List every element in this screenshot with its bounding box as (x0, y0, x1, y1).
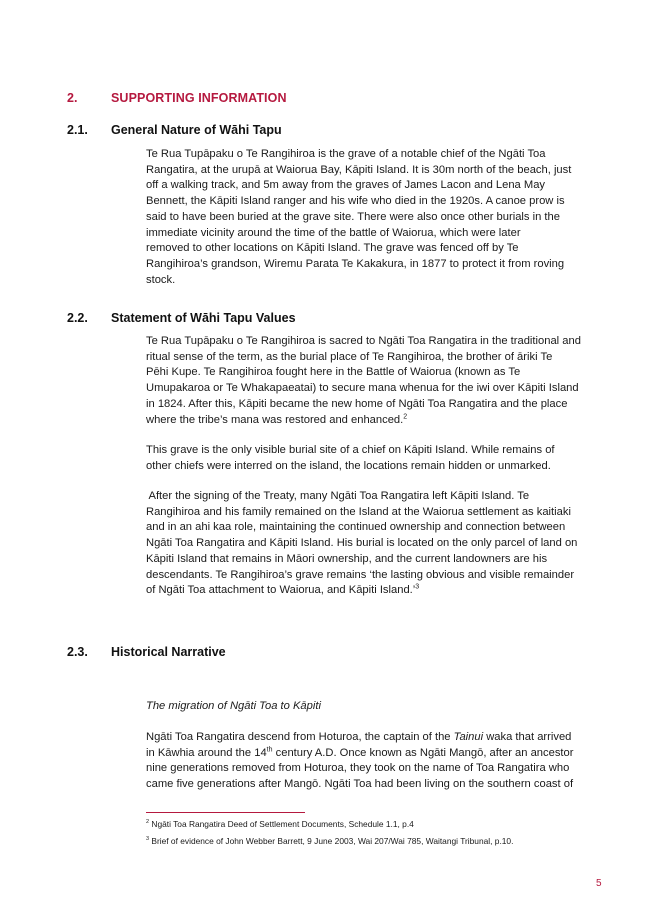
text-line: and in an ahi kaa role, maintaining the continued ownership and connection between (146, 521, 566, 534)
text-run: in Kāwhia around the 14 (146, 746, 267, 759)
footnote-text: Ngāti Toa Rangatira Deed of Settlement Documents, Schedule 1.1, p.4 (149, 819, 414, 829)
footnote-divider (146, 812, 305, 813)
footnote-2 (146, 819, 414, 830)
footnote-ref-2[interactable]: 2 (403, 412, 408, 420)
text-line: After the signing of the Treaty, many Ngāti Toa Rangatira left Kāpiti Island. Te (146, 490, 530, 502)
text-line: Bennett, the Kāpiti Island ranger and his wife who died in the 1920s. A canoe prow is (146, 195, 565, 208)
subsection-title: Statement of Wāhi Tapu Values (111, 311, 296, 325)
text-line: Kāpiti Island that remains in Māori ownership, and the current landowners are his (146, 552, 548, 565)
paragraph-values-2 (146, 443, 578, 474)
paragraph-values-3 (146, 489, 578, 599)
text-line: came five generations after Mangō. Ngāti Toa had been living on the southern coast of (146, 778, 574, 791)
footnote-number: 2 (146, 819, 150, 826)
text-line: other chiefs were interred on the island, the locations remain hidden or unmarked. (146, 459, 551, 472)
page-number: 5 (596, 878, 602, 889)
subsection-title: Historical Narrative (111, 645, 226, 659)
text-run: Ngāti Toa Rangatira descend from Hoturoa, the captain of the (146, 731, 454, 743)
text-line: Pēhi Kupe. Te Rangihiroa fought here in the Battle of Waiorua (known as Te (146, 366, 521, 379)
text-run: where the tribe’s mana was restored and enhanced. (146, 413, 404, 426)
text-run: of Ngāti Toa attachment to Waiorua, and Kāpiti Island.’ (146, 584, 416, 597)
text-line: Rangihiroa’s grandson, Wiremu Parata Te Kakakura, in 1877 to protect it from roving (146, 257, 565, 270)
text-line: descendants. Te Rangihiroa’s grave remains ‘the lasting obvious and visible remainder (146, 568, 575, 581)
subsection-number: 2.3. (67, 645, 88, 659)
text-line: ritual sense of the term, as the burial place of Te Rangihiroa, the brother of āriki Te (146, 350, 553, 363)
paragraph-general-nature (146, 147, 578, 288)
paragraph-values-1 (146, 334, 581, 428)
text-line: Rangihiroa and his family remained on the Island at the Waiorua settlement as kaitiaki (146, 505, 571, 518)
text-run: waka that arrived (483, 731, 572, 743)
text-line (146, 746, 578, 762)
text-run: century A.D. Once known as Ngāti Mangō, after an ancestor (272, 746, 574, 759)
text-line: Umupakaroa or Te Whakapaeatai) to secure mana whenua for the iwi over Kāpiti Island (146, 382, 579, 395)
footnote-ref-3[interactable]: 3 (415, 583, 420, 591)
text-line: stock. (146, 273, 176, 286)
footnote-number: 3 (146, 836, 150, 843)
text-line: Rangatira, at the urupā at Waiorua Bay, Kāpiti Island. It is 30m north of the beach, just (146, 163, 572, 176)
text-line: removed to other locations on Kāpiti Island. The grave was fenced off by Te (146, 242, 519, 255)
footnote-3 (146, 836, 513, 847)
ordinal-suffix: th (266, 745, 273, 753)
text-line (146, 583, 578, 599)
text-line: This grave is the only visible burial site of a chief on Kāpiti Island. While remains of (146, 444, 555, 456)
text-line: Ngāti Toa Rangatira and Kāpiti Island. His burial is located on the only parcel of land on (146, 537, 578, 550)
paragraph-narrative (146, 730, 578, 793)
text-line: immediate vicinity around the time of the battle of Waiorua, which were later (146, 226, 521, 239)
text-line (146, 413, 578, 429)
text-line: in 1824. After this, Kāpiti became the new home of Ngāti Toa Rangatira and the place (146, 397, 568, 410)
section-number: 2. (67, 91, 78, 105)
text-line: Te Rua Tupāpaku o Te Rangihiroa is the grave of a notable chief of the Ngāti Toa (146, 148, 546, 160)
text-line: said to have been buried at the grave site. There were also once other burials in the (146, 210, 560, 223)
text-line: Te Rua Tupāpaku o Te Rangihiroa is sacred to Ngāti Toa Rangatira in the traditional and (146, 335, 581, 347)
subsection-number: 2.1. (67, 123, 88, 137)
waka-name: Tainui (453, 731, 484, 743)
text-line: nine generations removed from Hoturoa, they took on the name of Toa Rangatira who (146, 762, 570, 775)
text-line (146, 730, 578, 746)
text-line: off a walking track, and 5m away from the graves of James Lacon and Lena May (146, 179, 546, 192)
subsection-number: 2.2. (67, 311, 88, 325)
narrative-subtitle: The migration of Ngāti Toa to Kāpiti (146, 700, 321, 712)
footnote-text: Brief of evidence of John Webber Barrett, 9 June 2003, Wai 207/Wai 785, Waitangi Tribunal, p.10. (149, 836, 514, 846)
section-title: SUPPORTING INFORMATION (111, 91, 287, 105)
subsection-title: General Nature of Wāhi Tapu (111, 123, 282, 137)
